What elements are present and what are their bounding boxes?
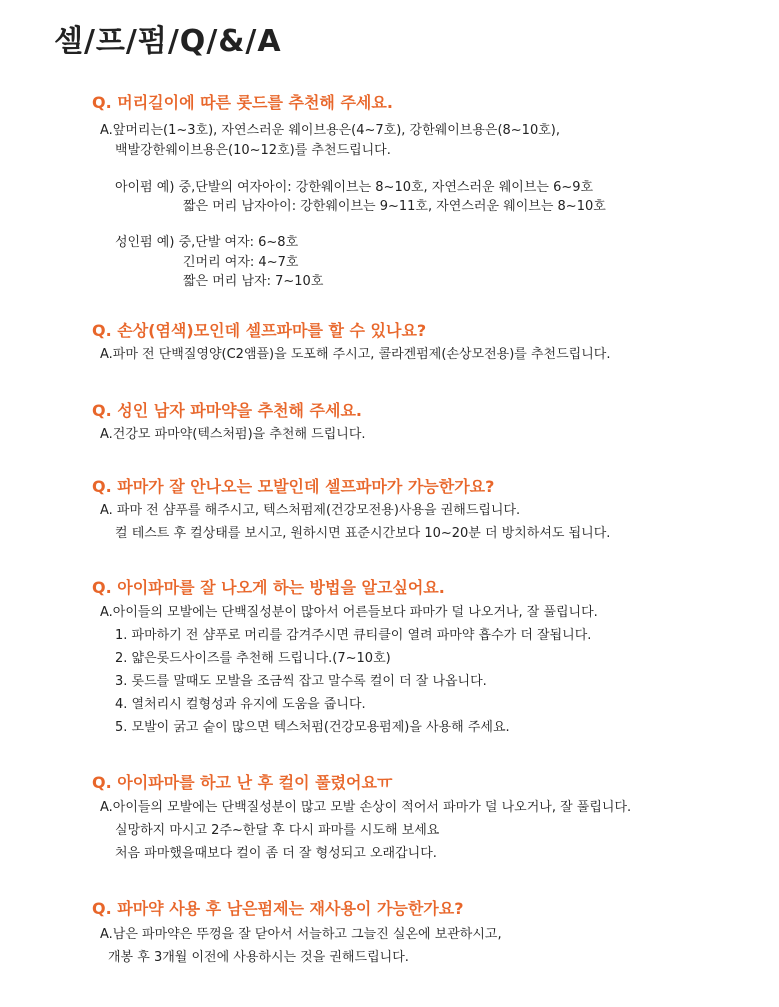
question: Q. 머리길이에 따른 롯드를 추천해 주세요. [92, 93, 393, 112]
answer-line: A.아이들의 모발에는 단백질성분이 많아서 어른들보다 파마가 덜 나오거나, 잘 풀립니다. [100, 605, 598, 620]
answer-line: 긴머리 여자: 4~7호 [183, 255, 299, 270]
answer-line: A.앞머리는(1~3호), 자연스러운 웨이브용은(4~7호), 강한웨이브용은(8~10호), [100, 123, 560, 138]
answer-line: 성인펌 예) 중,단발 여자: 6~8호 [115, 235, 299, 250]
answer-line: 4. 열처리시 컬형성과 유지에 도움을 줍니다. [115, 697, 366, 712]
question: Q. 파마가 잘 안나오는 모발인데 셀프파마가 가능한가요? [92, 477, 495, 496]
answer-line: 백발강한웨이브용은(10~12호)를 추천드립니다. [115, 143, 391, 158]
answer-line: A.파마 전 단백질영양(C2앰플)을 도포해 주시고, 콜라겐펌제(손상모전용)를 추천드립니다. [100, 347, 611, 362]
answer-line: 2. 얇은롯드사이즈를 추천해 드립니다.(7~10호) [115, 651, 391, 666]
question: Q. 아이파마를 하고 난 후 컬이 풀렸어요ㅠ [92, 773, 393, 792]
answer-line: A.아이들의 모발에는 단백질성분이 많고 모발 손상이 적어서 파마가 덜 나오거나, 잘 풀립니다. [100, 800, 632, 815]
answer-line: 3. 롯드를 말때도 모발을 조금씩 잡고 말수록 컬이 더 잘 나옵니다. [115, 674, 487, 689]
question: Q. 파마약 사용 후 남은펌제는 재사용이 가능한가요? [92, 899, 464, 918]
question: Q. 아이파마를 잘 나오게 하는 방법을 알고싶어요. [92, 578, 445, 597]
answer-line: 처음 파마했을때보다 컬이 좀 더 잘 형성되고 오래갑니다. [115, 846, 437, 861]
answer-line: 실망하지 마시고 2주~한달 후 다시 파마를 시도해 보세요 [115, 823, 440, 838]
answer-line: 짧은 머리 남자: 7~10호 [183, 274, 324, 289]
page-title: 셀/프/펌/Q/&/A [54, 24, 282, 59]
answer-line: 1. 파마하기 전 샴푸로 머리를 감겨주시면 큐티클이 열려 파마약 흡수가 더 잘됩니다. [115, 628, 592, 643]
answer-line: A.건강모 파마약(텍스처펌)을 추천해 드립니다. [100, 427, 366, 442]
answer-line: 컬 테스트 후 컬상태를 보시고, 원하시면 표준시간보다 10~20분 더 방치하셔도 됩니다. [115, 526, 611, 541]
answer-line: 5. 모발이 굵고 숱이 많으면 텍스처펌(건강모용펌제)을 사용해 주세요. [115, 720, 510, 735]
answer-line: A.남은 파마약은 뚜껑을 잘 닫아서 서늘하고 그늘진 실온에 보관하시고, [100, 927, 502, 942]
answer-line: 짧은 머리 남자아이: 강한웨이브는 9~11호, 자연스러운 웨이브는 8~10호 [183, 199, 606, 214]
answer-line: A. 파마 전 샴푸를 해주시고, 텍스처펌제(건강모전용)사용을 권해드립니다. [100, 503, 521, 518]
question: Q. 손상(염색)모인데 셀프파마를 할 수 있나요? [92, 321, 427, 340]
question: Q. 성인 남자 파마약을 추천해 주세요. [92, 401, 362, 420]
answer-line: 개봉 후 3개월 이전에 사용하시는 것을 권해드립니다. [108, 950, 409, 965]
answer-line: 아이펌 예) 중,단발의 여자아이: 강한웨이브는 8~10호, 자연스러운 웨이브는 6~9호 [115, 180, 594, 195]
